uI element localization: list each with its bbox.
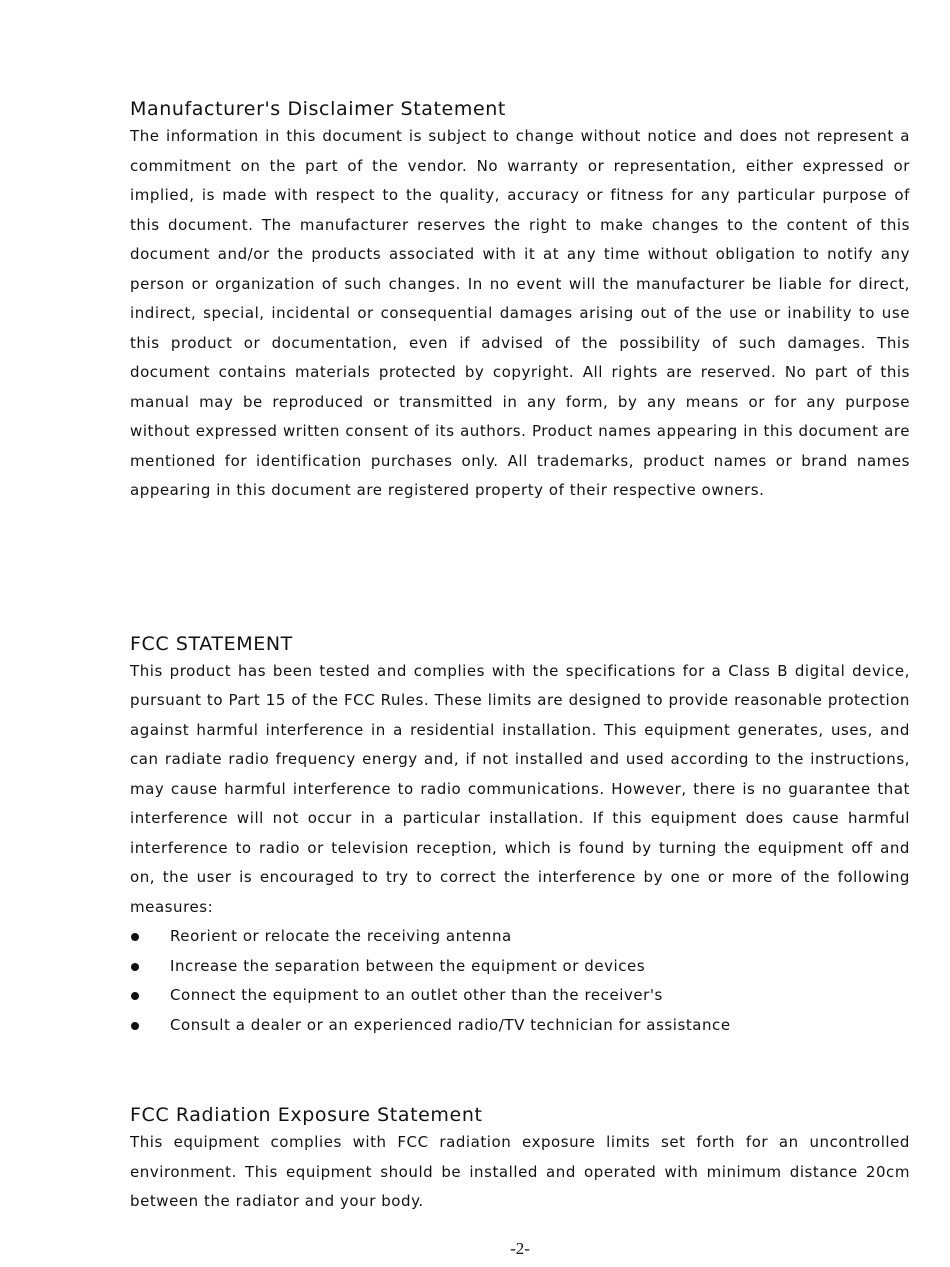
- list-item: [130, 1011, 910, 1041]
- list-item: [130, 952, 910, 982]
- list-item: [130, 981, 910, 1011]
- fcc-statement-title: FCC STATEMENT: [130, 632, 293, 655]
- radiation-exposure-body: This equipment complies with FCC radiation exposure limits set forth for an uncontrolled environment. This equipment should be installed and operated with minimum distance 20cm between the radiator and your body.: [130, 1133, 910, 1210]
- measure-text: Reorient or relocate the receiving antenna: [170, 927, 512, 945]
- document-page: [130, 96, 910, 1217]
- bullet-dot-icon: [131, 992, 139, 1000]
- bullet-dot-icon: [131, 1022, 139, 1030]
- disclaimer-section: [130, 96, 910, 506]
- radiation-exposure-section: [130, 1102, 910, 1217]
- measure-text: Consult a dealer or an experienced radio/TV technician for assistance: [170, 1015, 731, 1034]
- radiation-exposure-title: FCC Radiation Exposure Statement: [130, 1104, 483, 1126]
- measure-text: Connect the equipment to an outlet other than the receiver's: [170, 986, 663, 1004]
- fcc-measures-list: [130, 922, 910, 1040]
- fcc-statement-section: [130, 631, 910, 1041]
- disclaimer-title: Manufacturer's Disclaimer Statement: [130, 98, 506, 120]
- fcc-statement-body: This product has been tested and complies with the specifications for a Class B digital device, pursuant to Part 15 of the FCC Rules. These limits are designed to provide reasonable protection against harmful interference in a residential installation. This equipment generates, uses, and can radiate radio frequency energy and, if not installed and used according to the instructions, may cause harmful interference to radio communications. However, there is no guarantee that interference will not occur in a particular installation. If this equipment does cause harmful interference to radio or television reception, which is found by turning the equipment off and on, the user is encouraged to try to correct the interference by one or more of the following measures:: [130, 661, 910, 916]
- list-item: [130, 922, 910, 952]
- bullet-dot-icon: [131, 963, 139, 971]
- page-number: -2-: [510, 1239, 530, 1258]
- bullet-dot-icon: [131, 933, 139, 941]
- measure-text: Increase the separation between the equipment or devices: [170, 956, 646, 975]
- disclaimer-body: The information in this document is subject to change without notice and does not represent a commitment on the part of the vendor. No warranty or representation, either expressed or implied, is made with respect to the quality, accuracy or fitness for any particular purpose of this document. The manufacturer reserves the right to make changes to the content of this document and/or the products associated with it at any time without obligation to notify any person or organization of such changes. In no event will the manufacturer be liable for direct, indirect, special, incidental or consequential damages arising out of the use or inability to use this product or documentation, even if advised of the possibility of such damages. This document contains materials protected by copyright. All rights are reserved. No part of this manual may be reproduced or transmitted in any form, by any means or for any purpose without expressed written consent of its authors. Product names appearing in this document are mentioned for identification purchases only. All trademarks, product names or brand names appearing in this document are registered property of their respective owners.: [130, 127, 910, 499]
